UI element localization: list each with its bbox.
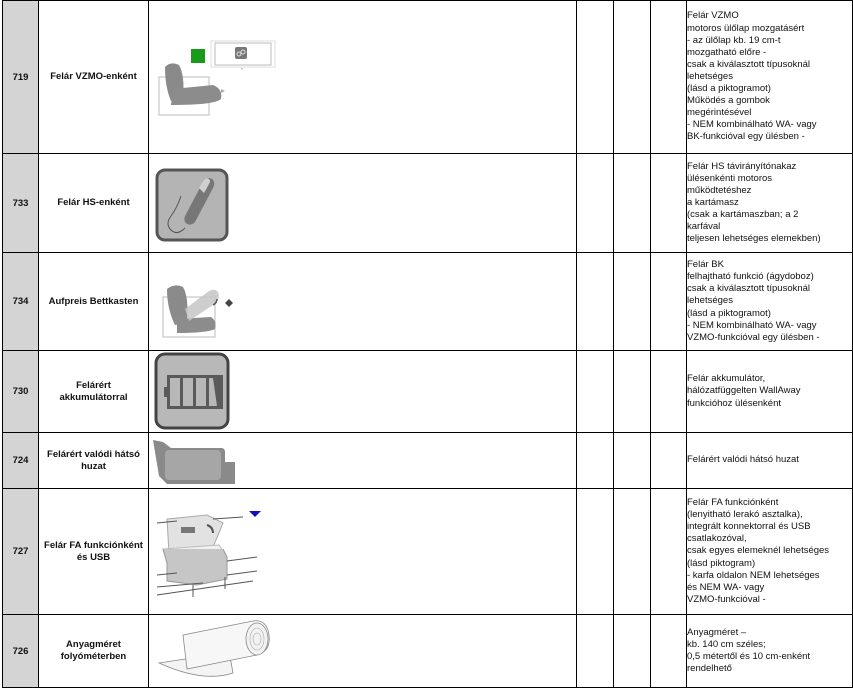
desc-line: rendelhető [687, 663, 732, 675]
desc-line: Felár akkumulátor, [687, 373, 766, 385]
empty-cell [614, 433, 651, 489]
empty-cell [651, 615, 687, 688]
row-name [39, 433, 149, 489]
row-name [39, 351, 149, 433]
battery-icon [153, 351, 233, 431]
row-name-line: Felár FA funkciónként [44, 539, 143, 551]
desc-line: motoros ülőlap mozgatásért [687, 22, 805, 34]
row-pictogram [149, 615, 577, 688]
desc-line: felhajtható funkció (ágydoboz) [687, 271, 814, 283]
row-code: 733 [3, 154, 39, 253]
desc-line: Működés a gombok [687, 95, 770, 107]
row-name-line: Felárért [76, 379, 111, 391]
empty-cell [651, 253, 687, 351]
desc-line: (lásd piktogram) [687, 557, 756, 569]
desc-line: ülésenkénti motoros [687, 172, 773, 184]
empty-cell [577, 615, 614, 688]
desc-line: VZMO-funkcióval - [687, 593, 766, 605]
row-code: 726 [3, 615, 39, 688]
empty-cell [651, 154, 687, 253]
desc-line: csak a kiválasztott típusoknál [687, 58, 811, 70]
row-pictogram [149, 489, 577, 615]
desc-line: BK-funkcióval egy ülésben - [687, 131, 805, 143]
desc-line: - NEM kombinálható WA- vagy [687, 319, 817, 331]
desc-line: - NEM kombinálható WA- vagy [687, 119, 817, 131]
empty-cell [614, 253, 651, 351]
empty-cell [651, 351, 687, 433]
desc-line: funkcióhoz ülésenként [687, 397, 782, 409]
row-description [687, 253, 853, 351]
row-name: Felár VZMO-enként [39, 1, 149, 154]
desc-line: Felárért valódi hátsó huzat [687, 454, 799, 466]
desc-line: Felár HS távirányítónakaz [687, 160, 797, 172]
price-table [2, 0, 853, 688]
row-pictogram [149, 1, 577, 154]
row-code: 724 [3, 433, 39, 489]
desc-line: Felár FA funkciónként [687, 497, 779, 509]
row-name-line: Felárért valódi hátsó [47, 448, 140, 460]
desc-line: kb. 140 cm széles; [687, 638, 766, 650]
remote-control-icon [153, 166, 233, 246]
empty-cell [577, 154, 614, 253]
row-description [687, 154, 853, 253]
table-row [3, 615, 853, 688]
row-description [687, 615, 853, 688]
row-code: 730 [3, 351, 39, 433]
row-description [687, 489, 853, 615]
back-cover-icon [151, 434, 241, 488]
empty-cell [651, 433, 687, 489]
row-name-line: és USB [76, 551, 111, 563]
row-name-line: akkumulátorral [59, 391, 128, 403]
row-code: 734 [3, 253, 39, 351]
desc-line: Felár VZMO [687, 10, 739, 22]
desc-line: hálózatfüggelten WallAway [687, 385, 801, 397]
row-name [39, 489, 149, 615]
table-row [3, 154, 853, 253]
table-row [3, 253, 853, 351]
table-row [3, 489, 853, 615]
row-code: 727 [3, 489, 39, 615]
desc-line: - karfa oldalon NEM lehetséges [687, 569, 820, 581]
fold-table-usb-icon [153, 505, 273, 605]
empty-cell [614, 154, 651, 253]
desc-line: - az ülőlap kb. 19 cm-t [687, 34, 781, 46]
row-description [687, 1, 853, 154]
table-row [3, 351, 853, 433]
empty-cell [614, 615, 651, 688]
desc-line: Felár BK [687, 259, 724, 271]
empty-cell [577, 433, 614, 489]
row-code: 719 [3, 1, 39, 154]
row-name-line: Anyagméret [66, 639, 121, 650]
desc-line: mozgatható előre - [687, 46, 767, 58]
desc-line: karfával [687, 221, 721, 233]
row-pictogram [149, 253, 577, 351]
empty-cell [651, 489, 687, 615]
desc-line: Anyagméret – [687, 626, 747, 638]
row-name-line: folyóméterben [60, 651, 127, 662]
desc-line: lehetséges [687, 70, 733, 82]
empty-cell [577, 253, 614, 351]
row-description [687, 351, 853, 433]
desc-line: teljesen lehetséges elemekben) [687, 233, 821, 245]
desc-line: csatlakozóval, [687, 533, 747, 545]
row-description [687, 433, 853, 489]
desc-line: működtetéshez [687, 184, 752, 196]
row-pictogram [149, 154, 577, 253]
row-name: Felár HS-enként [39, 154, 149, 253]
empty-cell [614, 1, 651, 154]
desc-line: (lásd a piktogramot) [687, 307, 771, 319]
sofa-seat-motor-icon [153, 37, 283, 137]
desc-line: és NEM WA- vagy [687, 581, 765, 593]
desc-line: csak egyes elemeknél lehetséges [687, 545, 830, 557]
desc-line: VZMO-funkcióval egy ülésben - [687, 331, 820, 343]
row-name-line: huzat [81, 460, 106, 472]
desc-line: (lásd a piktogramot) [687, 83, 771, 95]
fabric-roll-icon [153, 617, 273, 687]
table-row [3, 433, 853, 489]
row-name: Aufpreis Bettkasten [39, 253, 149, 351]
empty-cell [577, 351, 614, 433]
empty-cell [577, 1, 614, 154]
desc-line: lehetséges [687, 295, 733, 307]
row-name [39, 615, 149, 688]
row-pictogram [149, 351, 577, 433]
empty-cell [614, 489, 651, 615]
desc-line: csak a kiválasztott típusoknál [687, 283, 811, 295]
row-pictogram [149, 433, 577, 489]
table-row [3, 1, 853, 154]
empty-cell [651, 1, 687, 154]
desc-line: (csak a kartámaszban; a 2 [687, 209, 799, 221]
desc-line: integrált konnektorral és USB [687, 521, 811, 533]
desc-line: a kartámasz [687, 196, 739, 208]
desc-line: megérintésével [687, 107, 752, 119]
desc-line: 0,5 métertől és 10 cm-enként [687, 651, 811, 662]
desc-line: (lenyitható lerakó asztalka), [687, 509, 803, 521]
empty-cell [577, 489, 614, 615]
bed-box-icon [153, 269, 253, 349]
empty-cell [614, 351, 651, 433]
